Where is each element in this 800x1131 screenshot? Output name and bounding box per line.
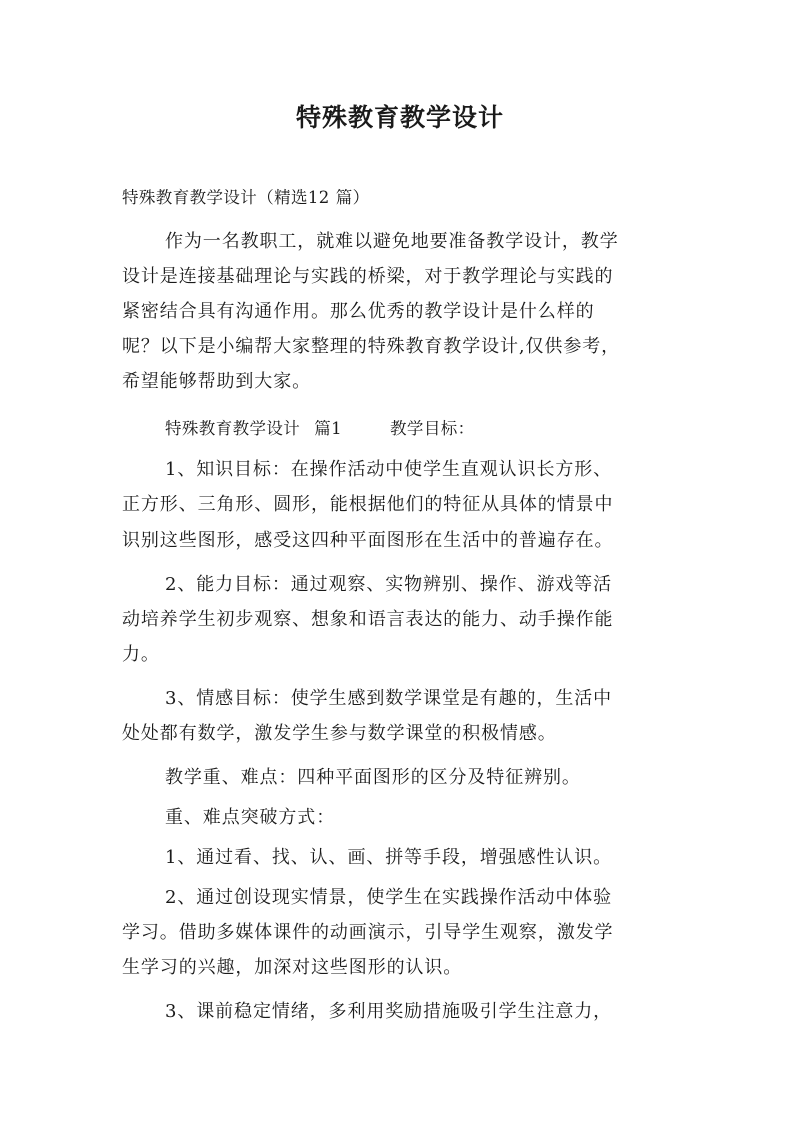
method-2-line-1: 2、通过创设现实情景，使学生在实践操作活动中体验 [165, 887, 613, 908]
section-title: 特殊教育教学设计 [165, 419, 301, 438]
method-1: 1、通过看、找、认、画、拼等手段，增强感性认识。 [165, 847, 613, 868]
section-heading [0, 414, 800, 444]
goal-3-line-1: 3、情感目标：使学生感到数学课堂是有趣的，生活中 [165, 688, 613, 709]
key-points: 教学重、难点：四种平面图形的区分及特征辨别。 [165, 767, 581, 788]
subtitle-suffix: 篇） [335, 188, 370, 207]
breakthrough-heading: 重、难点突破方式： [165, 807, 336, 828]
goal-2-line-3: 力。 [122, 644, 160, 665]
section-part: 篇1 [314, 419, 343, 438]
intro-line-2: 设计是连接基础理论与实践的桥梁，对于教学理论与实践的 [122, 266, 614, 287]
method-2-line-2: 学习。借助多媒体课件的动画演示，引导学生观察，激发学 [122, 922, 614, 943]
section-label: 教学目标： [390, 419, 475, 438]
goal-1-line-1: 1、知识目标：在操作活动中使学生直观认识长方形、 [165, 459, 613, 480]
intro-line-3: 紧密结合具有沟通作用。那么优秀的教学设计是什么样的 [122, 301, 595, 322]
goal-2-line-2: 动培养学生初步观察、想象和语言表达的能力、动手操作能 [122, 609, 614, 630]
goal-1-line-3: 识别这些图形，感受这四种平面图形在生活中的普遍存在。 [122, 530, 614, 551]
subtitle-text: 特殊教育教学设计（精选 [122, 188, 308, 207]
intro-line-4: 呢？以下是小编帮大家整理的特殊教育教学设计,仅供参考， [122, 336, 621, 357]
intro-line-5: 希望能够帮助到大家。 [122, 371, 311, 392]
intro-line-1: 作为一名教职工，就难以避免地要准备教学设计，教学 [165, 231, 619, 252]
subtitle-count: 12 [307, 188, 330, 207]
page-title: 特殊教育教学设计 [295, 103, 504, 132]
method-2-line-3: 生学习的兴趣，加深对这些图形的认识。 [122, 957, 463, 978]
goal-1-line-2: 正方形、三角形、圆形，能根据他们的特征从具体的情景中 [122, 494, 614, 515]
goal-2-line-1: 2、能力目标：通过观察、实物辨别、操作、游戏等活 [165, 574, 613, 595]
document-subtitle [0, 183, 800, 213]
goal-3-line-2: 处处都有数学，激发学生参与数学课堂的积极情感。 [122, 723, 557, 744]
method-3: 3、课前稳定情绪，多利用奖励措施吸引学生注意力， [165, 1001, 613, 1022]
